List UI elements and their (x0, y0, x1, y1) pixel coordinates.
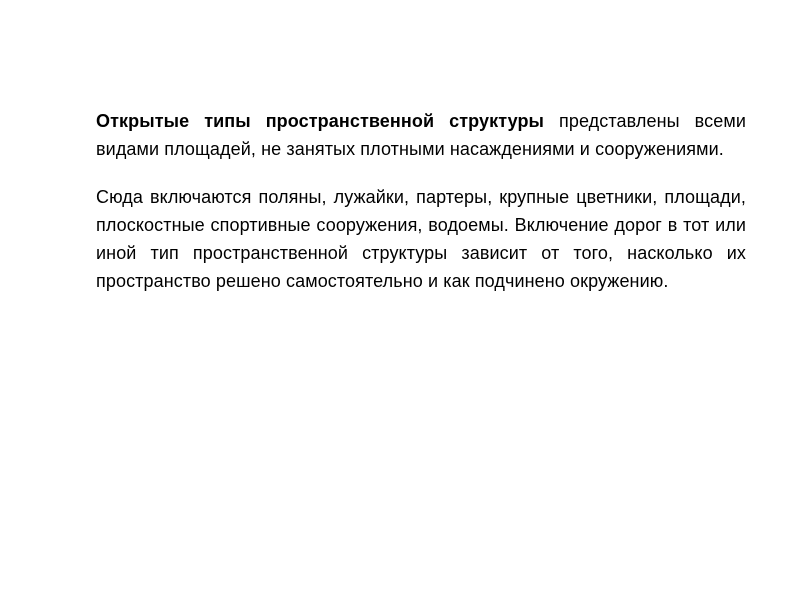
paragraph-examples: Сюда включаются поляны, лужайки, партеры, крупные цветники, площади, плоскостные спортивные сооружения, водоемы. Включение дорог в тот или иной тип пространственной структуры зависит от того, насколько их пространство решено самостоятельно и как подчинено окружению. (96, 187, 746, 291)
text-body (96, 107, 746, 295)
definition-term: Открытые типы пространственной структуры (96, 111, 545, 131)
paragraph-definition (96, 107, 746, 163)
definition-text: представлены всеми видами площадей, не занятых плотными насаждениями и сооружениями. (96, 111, 746, 159)
